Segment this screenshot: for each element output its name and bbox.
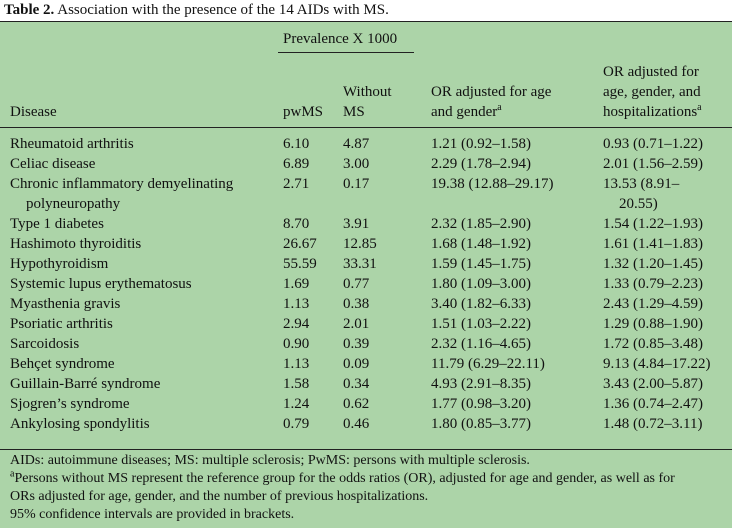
- disease-cell: Type 1 diabetes: [10, 216, 104, 232]
- or-age-gender-hosp-cell: 1.61 (1.41–1.83): [603, 236, 703, 252]
- or-age-gender-cell: 2.32 (1.16–4.65): [431, 336, 531, 352]
- disease-cell: Systemic lupus erythematosus: [10, 276, 192, 292]
- or-age-gender-hosp-cell: 9.13 (4.84–17.22): [603, 356, 711, 372]
- pwms-cell: 26.67: [283, 236, 317, 252]
- or-age-gender-cell: 2.29 (1.78–2.94): [431, 156, 531, 172]
- pwms-cell: 6.10: [283, 136, 310, 152]
- without-ms-cell: 0.77: [343, 276, 370, 292]
- pwms-cell: 1.13: [283, 296, 310, 312]
- or-age-gender-cell: 2.32 (1.85–2.90): [431, 216, 531, 232]
- group-rule: [278, 52, 414, 53]
- pwms-cell: 1.69: [283, 276, 310, 292]
- or-age-gender-hosp-cell: 2.01 (1.56–2.59): [603, 156, 703, 172]
- without-ms-cell: 3.00: [343, 156, 370, 172]
- disease-cell: Sjogren’s syndrome: [10, 396, 130, 412]
- or-age-gender-cell: 1.68 (1.48–1.92): [431, 236, 531, 252]
- or-age-header-line2: and gender$^a$: [431, 102, 502, 120]
- footnote-marker: a: [697, 102, 702, 113]
- disease-header: Disease: [10, 104, 57, 120]
- or-age-gender-hosp-cell-continued: 20.55): [619, 196, 658, 212]
- without-ms-cell: 3.91: [343, 216, 370, 232]
- or-age-gender-hosp-cell: 13.53 (8.91–: [603, 176, 680, 192]
- without-ms-cell: 12.85: [343, 236, 377, 252]
- without-header-line2: MS: [343, 104, 365, 120]
- pwms-cell: 1.13: [283, 356, 310, 372]
- body-rule: [0, 449, 732, 450]
- or-age-gender-hosp-cell: 0.93 (0.71–1.22): [603, 136, 703, 152]
- or-age-gender-hosp-cell: 1.33 (0.79–2.23): [603, 276, 703, 292]
- disease-cell: Rheumatoid arthritis: [10, 136, 134, 152]
- top-rule: [0, 21, 732, 22]
- or-age-header-line1: OR adjusted for age: [431, 84, 552, 100]
- disease-cell: Hashimoto thyroiditis: [10, 236, 142, 252]
- pwms-cell: 1.58: [283, 376, 310, 392]
- pwms-cell: 55.59: [283, 256, 317, 272]
- disease-cell: Psoriatic arthritis: [10, 316, 113, 332]
- header-rule: [0, 127, 732, 128]
- table-label: Table 2.: [4, 2, 55, 18]
- pwms-cell: 0.79: [283, 416, 310, 432]
- or-age-gender-hosp-cell: 3.43 (2.00–5.87): [603, 376, 703, 392]
- or-age-gender-hosp-cell: 1.32 (1.20–1.45): [603, 256, 703, 272]
- disease-cell: Ankylosing spondylitis: [10, 416, 150, 432]
- or-age-gender-hosp-cell: 1.72 (0.85–3.48): [603, 336, 703, 352]
- disease-cell: Guillain-Barré syndrome: [10, 376, 161, 392]
- disease-cell: Chronic inflammatory demyelinating: [10, 176, 234, 192]
- or-hosp-header-line3: hospitalizations$^a$: [603, 102, 702, 120]
- footnote-a-line2: ORs adjusted for age, gender, and the number of previous hospitalizations.: [10, 489, 429, 504]
- footnote-abbreviations: AIDs: autoimmune diseases; MS: multiple sclerosis; PwMS: persons with multiple sclerosis.: [10, 453, 530, 468]
- footnote-a-line1: $^a$Persons without MS represent the reference group for the odds ratios (OR), adjusted for age and gender, as well as for: [10, 468, 675, 486]
- pwms-header: pwMS: [283, 104, 324, 120]
- without-ms-cell: 33.31: [343, 256, 377, 272]
- or-age-gender-cell: 11.79 (6.29–22.11): [431, 356, 545, 372]
- table-title: Association with the presence of the 14 AIDs with MS.: [57, 2, 389, 18]
- or-age-gender-hosp-cell: 1.48 (0.72–3.11): [603, 416, 703, 432]
- footnote-marker: a: [497, 102, 502, 113]
- without-ms-cell: 0.38: [343, 296, 370, 312]
- table-caption: [4, 0, 389, 21]
- without-ms-cell: 0.34: [343, 376, 370, 392]
- disease-cell: Behçet syndrome: [10, 356, 115, 372]
- without-ms-cell: 0.39: [343, 336, 370, 352]
- pwms-cell: 2.94: [283, 316, 310, 332]
- or-age-gender-hosp-cell: 2.43 (1.29–4.59): [603, 296, 703, 312]
- without-header-line1: Without: [343, 84, 392, 100]
- or-age-gender-cell: 1.80 (1.09–3.00): [431, 276, 531, 292]
- pwms-cell: 2.71: [283, 176, 310, 192]
- disease-cell: Celiac disease: [10, 156, 96, 172]
- without-ms-cell: 0.62: [343, 396, 370, 412]
- without-ms-cell: 4.87: [343, 136, 370, 152]
- or-age-gender-cell: 1.21 (0.92–1.58): [431, 136, 531, 152]
- or-age-gender-cell: 1.59 (1.45–1.75): [431, 256, 531, 272]
- pwms-cell: 0.90: [283, 336, 310, 352]
- disease-cell: Sarcoidosis: [10, 336, 80, 352]
- footnote-ci: 95% confidence intervals are provided in brackets.: [10, 507, 295, 522]
- without-ms-cell: 0.46: [343, 416, 370, 432]
- or-age-gender-cell: 19.38 (12.88–29.17): [431, 176, 554, 192]
- or-hosp-header-line2: age, gender, and: [603, 84, 701, 100]
- disease-cell: Myasthenia gravis: [10, 296, 121, 312]
- without-ms-cell: 0.17: [343, 176, 370, 192]
- prevalence-group-header: Prevalence X 1000: [283, 31, 398, 47]
- or-hosp-header-line1: OR adjusted for: [603, 64, 699, 80]
- or-age-gender-cell: 4.93 (2.91–8.35): [431, 376, 531, 392]
- without-ms-cell: 2.01: [343, 316, 370, 332]
- or-age-gender-cell: 1.77 (0.98–3.20): [431, 396, 531, 412]
- or-age-gender-hosp-cell: 1.29 (0.88–1.90): [603, 316, 703, 332]
- disease-cell: Hypothyroidism: [10, 256, 109, 272]
- or-age-gender-cell: 1.51 (1.03–2.22): [431, 316, 531, 332]
- table-panel: [0, 21, 732, 528]
- pwms-cell: 1.24: [283, 396, 310, 412]
- or-age-gender-cell: 1.80 (0.85–3.77): [431, 416, 531, 432]
- pwms-cell: 8.70: [283, 216, 310, 232]
- without-ms-cell: 0.09: [343, 356, 370, 372]
- disease-cell-continued: polyneuropathy: [26, 196, 121, 212]
- pwms-cell: 6.89: [283, 156, 310, 172]
- or-age-gender-hosp-cell: 1.36 (0.74–2.47): [603, 396, 703, 412]
- or-age-gender-hosp-cell: 1.54 (1.22–1.93): [603, 216, 703, 232]
- or-age-gender-cell: 3.40 (1.82–6.33): [431, 296, 531, 312]
